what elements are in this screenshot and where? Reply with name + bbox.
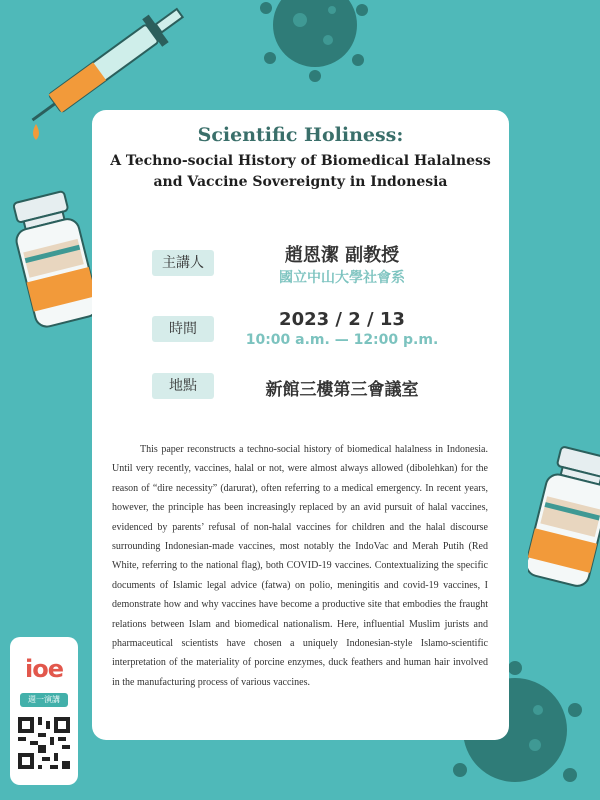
venue-label: 地點 — [152, 373, 214, 399]
ioe-logo: ioe — [25, 655, 63, 683]
speaker-name: 趙恩潔 副教授 — [284, 245, 400, 266]
title-main: Scientific Holiness: — [197, 124, 404, 146]
event-card — [92, 110, 509, 740]
speaker-affiliation: 國立中山大學社會系 — [279, 270, 405, 286]
time-label: 時間 — [152, 316, 214, 342]
title-sub: A Techno-social History of Biomedical Halalness and Vaccine Sovereignty in Indonesia — [110, 153, 491, 190]
vaccine-vial-icon — [10, 185, 100, 335]
qr-code[interactable] — [18, 717, 70, 769]
logo-caption: 週一演講 — [20, 693, 68, 707]
virus-icon — [240, 0, 380, 100]
vaccine-vial-icon — [528, 440, 600, 600]
logo-panel — [10, 637, 78, 785]
event-venue: 新館三樓第三會議室 — [265, 380, 419, 400]
event-date: 2023 / 2 / 13 — [279, 309, 405, 330]
speaker-label: 主講人 — [152, 250, 214, 276]
abstract-text: This paper reconstructs a techno-social history of biomedical halalness in Indonesia. Until very recently, vaccines, halal or not, were almost always allowed (dibolehkan) for the reason of “dire necessity” (darurat), often referring to a medical emergency. In recent years, however, the principle has been increasingly replaced by an avid pursuit of halal vaccines, evidenced by parents’ refusal of non-halal vaccines for children and the halal discourse surrounding Indonesian-made vaccines, most notably the IndoVac and Merah Putih (Red White, referring to the national flag), both COVID-19 vaccines. Contextualizing the specific documents of Islamic legal advice (fatwa) on polio, meningitis and covid-19 vaccines, I demonstrate how and why vaccines have become a productive site that embodies the fraught relations between Islam and biomedical nationalism. Here, influential Muslim jurists and pharmaceutical scientists have chosen a uniquely Indonesian-style Islamo-scientific interpretation of the materiality of porcine enzymes, duck feathers and human hair involved in the manufacturing process of various vaccines. — [112, 444, 488, 688]
event-time: 10:00 a.m. — 12:00 p.m. — [245, 332, 439, 348]
